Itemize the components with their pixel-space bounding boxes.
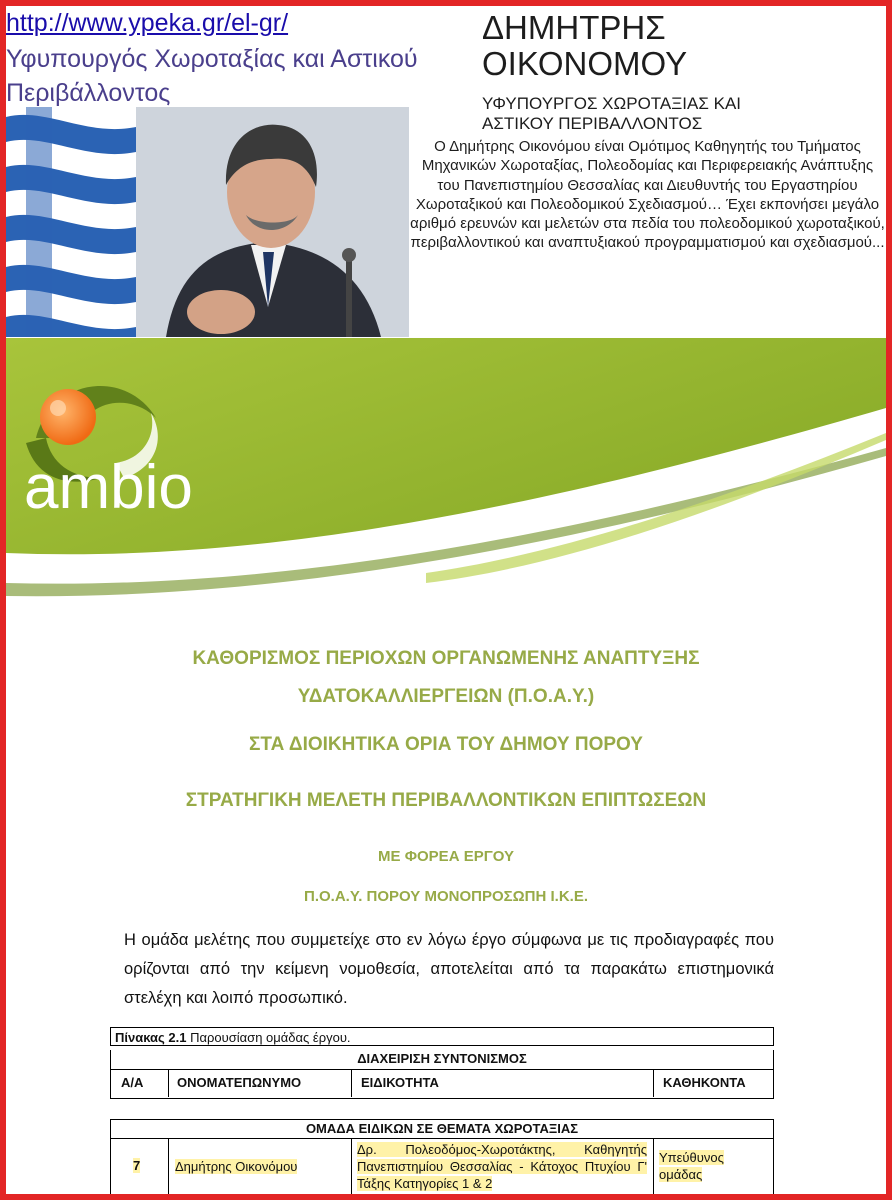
role-line-2: ΑΣΤΙΚΟΥ ΠΕΡΙΒΑΛΛΟΝΤΟΣ bbox=[482, 114, 703, 133]
banner-graphic bbox=[6, 338, 886, 628]
row-duties: Υπεύθυνος ομάδας bbox=[659, 1150, 724, 1182]
name-line-1: ΔΗΜΗΤΡΗΣ bbox=[482, 9, 666, 46]
title-line-2: ΥΔΑΤΟΚΑΛΛΙΕΡΓΕΙΩΝ (Π.Ο.Α.Υ.) bbox=[297, 686, 595, 707]
role-line-1: ΥΦΥΠΟΥΡΓΟΣ ΧΩΡΟΤΑΞΙΑΣ ΚΑΙ bbox=[482, 94, 742, 113]
col-name: ΟΝΟΜΑΤΕΠΩΝΥΜΟ bbox=[177, 1075, 302, 1090]
name-line-2: ΟΙΚΟΝΟΜΟΥ bbox=[482, 45, 688, 82]
page-frame bbox=[6, 6, 886, 1194]
divider bbox=[653, 1139, 654, 1194]
title-line-3: ΣΤΑ ΔΙΟΙΚΗΤΙΚΑ ΟΡΙΑ ΤΟΥ ΔΗΜΟΥ ΠΟΡΟΥ bbox=[249, 734, 643, 755]
orange-circle-icon bbox=[40, 389, 96, 445]
minister-name bbox=[482, 10, 882, 82]
divider bbox=[168, 1069, 169, 1097]
caption-label: Πίνακας 2.1 bbox=[115, 1030, 187, 1045]
row-name: Δημήτρης Οικονόμου bbox=[175, 1159, 298, 1174]
ambio-logo-text: ambio bbox=[24, 453, 193, 522]
title-line-4: ΣΤΡΑΤΗΓΙΚΗ ΜΕΛΕΤΗ ΠΕΡΙΒΑΛΛΟΝΤΙΚΩΝ ΕΠΙΠΤΩΣΕΩΝ bbox=[185, 790, 707, 811]
divider bbox=[351, 1069, 352, 1097]
title-line-1: ΚΑΘΟΡΙΣΜΟΣ ΠΕΡΙΟΧΩΝ ΟΡΓΑΝΩΜΕΝΗΣ ΑΝΑΠΤΥΞΗΣ bbox=[192, 648, 700, 669]
title-line-6: Π.Ο.Α.Υ. ΠΟΡΟΥ ΜΟΝΟΠΡΟΣΩΠΗ Ι.Κ.Ε. bbox=[304, 888, 588, 905]
table-caption bbox=[110, 1027, 774, 1046]
table-header-row bbox=[110, 1069, 774, 1099]
col-specialty: ΕΙΔΙΚΟΤΗΤΑ bbox=[361, 1075, 439, 1090]
photo-illustration bbox=[6, 107, 409, 337]
ambio-banner bbox=[6, 338, 886, 628]
col-number: Α/Α bbox=[121, 1075, 144, 1090]
ministry-title: Υφυπουργός Χωροταξίας και Αστικού Περιβάλλοντος bbox=[6, 45, 418, 107]
divider bbox=[653, 1069, 654, 1097]
title-line-5: ΜΕ ΦΟΡΕΑ ΕΡΓΟΥ bbox=[378, 848, 514, 865]
row-specialty: Δρ. Πολεοδόμος-Χωροτάκτης, Καθηγητής Πανεπιστημίου Θεσσαλίας - Κάτοχος Πτυχίου Γ' Τάξης Κατηγορίες 1 & 2 bbox=[357, 1142, 647, 1191]
section-management: ΔΙΑΧΕΙΡΙΣΗ ΣΥΝΤΟΝΙΣΜΟΣ bbox=[110, 1050, 774, 1070]
table-row bbox=[110, 1139, 774, 1194]
caption-text: Παρουσίαση ομάδας έργου. bbox=[190, 1030, 351, 1045]
divider bbox=[351, 1139, 352, 1194]
minister-bio: Ο Δημήτρης Οικονόμου είναι Ομότιμος Καθηγητής του Τμήματος Μηχανικών Χωροταξίας, Πολεοδομίας και Περιφερειακής Ανάπτυξης του Πανεπιστημίου Θεσσαλίας και Διευθυντής του Εργαστηρίου Χωροταξικού και Πολεοδομικού Σχεδιασμού… Έχει εκπονήσει μεγάλο αριθμό ερευνών και μελετών στα πεδία του πολεοδομικού χωροταξικού, περιβαλλοντικού και αναπτυξιακού προγραμματισμού και σχεδιασμού... bbox=[410, 138, 885, 252]
profile-section bbox=[6, 6, 886, 338]
row-number: 7 bbox=[133, 1158, 141, 1173]
divider bbox=[168, 1139, 169, 1194]
section-spatial-planning: ΟΜΑΔΑ ΕΙΔΙΚΩΝ ΣΕ ΘΕΜΑΤΑ ΧΩΡΟΤΑΞΙΑΣ bbox=[110, 1119, 774, 1139]
team-paragraph: Η ομάδα μελέτης που συμμετείχε στο εν λόγω έργο σύμφωνα με τις προδιαγραφές που ορίζονται από την κείμενη νομοθεσία, αποτελείται από τα παρακάτω επιστημονικά στελέχη και λοιπό προσωπικό. bbox=[124, 931, 774, 1007]
minister-photo bbox=[6, 107, 409, 337]
ministry-link[interactable]: http://www.ypeka.gr/el-gr/ bbox=[6, 9, 289, 37]
col-duties: ΚΑΘΗΚΟΝΤΑ bbox=[663, 1075, 746, 1090]
minister-role bbox=[482, 94, 882, 134]
